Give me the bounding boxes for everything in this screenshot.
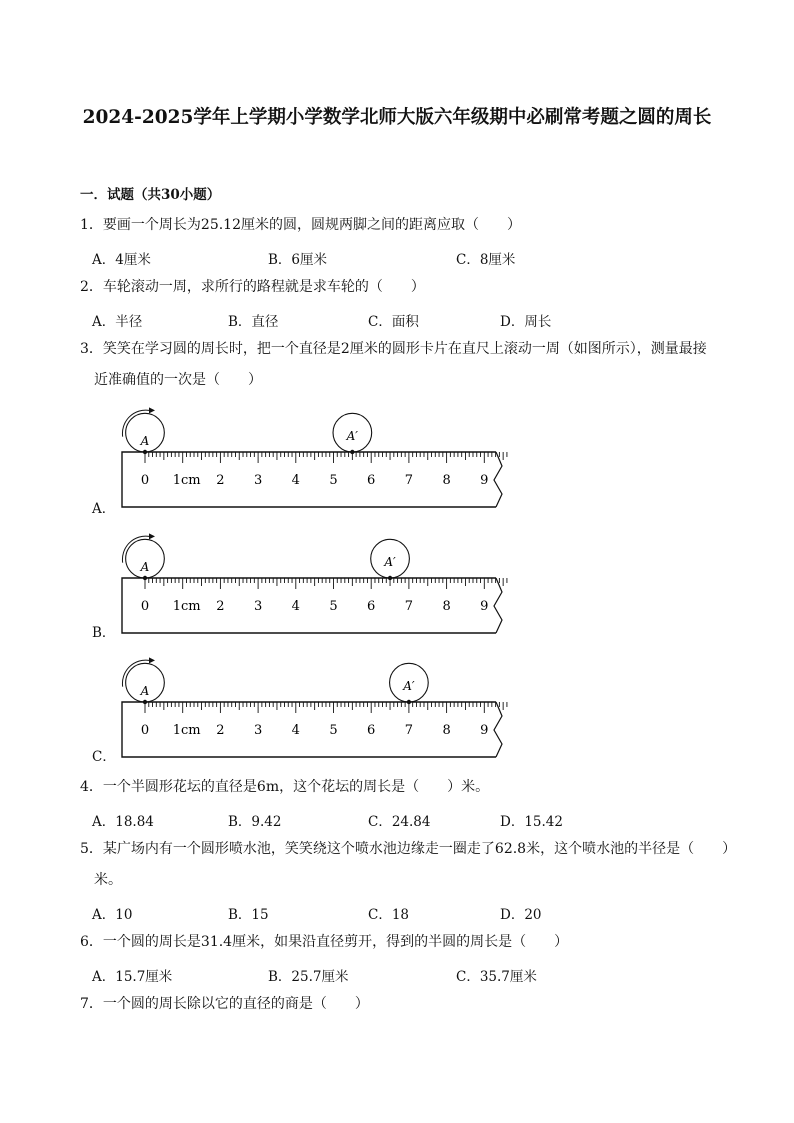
end-point-dot xyxy=(350,450,354,454)
ruler-tick-label: 7 xyxy=(404,723,414,738)
ruler-tick-label: 4 xyxy=(291,723,300,738)
question-1: 1．要画一个周长为25.12厘米的圆，圆规两脚之间的距离应取（ ） xyxy=(80,217,521,233)
ruler-tick-label: 3 xyxy=(253,723,263,738)
ruler-broken-edge xyxy=(494,702,502,757)
q2-option-d: D．周长 xyxy=(500,314,552,330)
question-4: 4．一个半圆形花坛的直径是6m，这个花坛的周长是（ ）米。 xyxy=(80,779,490,795)
ruler-tick-label: 6 xyxy=(367,599,376,614)
q5-option-a: A．10 xyxy=(92,907,133,923)
ruler-tick-label: 7 xyxy=(404,473,414,488)
question-7: 7．一个圆的周长除以它的直径的商是（ ） xyxy=(80,996,369,1012)
q3-option-b: B． xyxy=(92,625,116,641)
q3-option-c: C． xyxy=(92,749,116,765)
q2-option-a: A．半径 xyxy=(92,314,143,330)
ruler-figure-a xyxy=(92,404,512,514)
q4-option-b: B．9.42 xyxy=(228,814,282,830)
ruler-tick-label: 2 xyxy=(216,723,225,738)
q5-option-b: B．15 xyxy=(228,907,269,923)
start-point-dot xyxy=(143,450,147,454)
q4-option-d: D．15.42 xyxy=(500,814,563,830)
section-heading: 一．试题（共30小题） xyxy=(80,187,221,203)
q5-option-c: C．18 xyxy=(368,907,410,923)
ruler-tick-label: 0 xyxy=(140,473,150,488)
start-point-label: A xyxy=(140,560,150,574)
question-3-line1: 3．笑笑在学习圆的周长时，把一个直径是2厘米的圆形卡片在直尺上滚动一周（如图所示），测量最接 xyxy=(80,341,707,357)
question-5-line1: 5．某广场内有一个圆形喷水池，笑笑绕这个喷水池边缘走一圈走了62.8米，这个喷水池的半径是（ ） xyxy=(80,841,737,857)
ruler-figure-b xyxy=(92,530,512,640)
page-title: 2024-2025学年上学期小学数学北师大版六年级期中必刷常考题之圆的周长 xyxy=(82,107,712,128)
ruler-tick-label: 2 xyxy=(216,473,225,488)
ruler-tick-label: 8 xyxy=(442,599,451,614)
rotation-arrowhead xyxy=(149,407,155,413)
end-point-label: A′ xyxy=(403,679,415,693)
ruler-tick-label: 4 xyxy=(291,599,300,614)
q6-option-c: C．35.7厘米 xyxy=(456,969,537,985)
start-point-dot xyxy=(143,700,147,704)
question-2: 2．车轮滚动一周，求所行的路程就是求车轮的（ ） xyxy=(80,279,425,295)
ruler-tick-label: 6 xyxy=(367,473,376,488)
ruler-tick-label: 5 xyxy=(329,473,338,488)
ruler-tick-label: 2 xyxy=(216,599,225,614)
q5-option-d: D．20 xyxy=(500,907,542,923)
q6-option-a: A．15.7厘米 xyxy=(92,969,173,985)
ruler-tick-label: 5 xyxy=(329,723,338,738)
ruler-tick-label: 3 xyxy=(253,473,263,488)
ruler-tick-label: 9 xyxy=(480,473,489,488)
question-3-line2: 近准确值的一次是（ ） xyxy=(94,372,262,388)
q1-option-c: C．8厘米 xyxy=(456,252,516,268)
start-point-dot xyxy=(143,576,147,580)
ruler-tick-label: 9 xyxy=(480,723,489,738)
ruler-tick-label: 1cm xyxy=(172,599,201,614)
end-point-dot xyxy=(407,700,411,704)
rotation-arrow xyxy=(122,410,149,437)
q2-option-b: B．直径 xyxy=(228,314,279,330)
end-point-label: A′ xyxy=(384,555,396,569)
q4-option-a: A．18.84 xyxy=(92,814,154,830)
start-point-label: A xyxy=(140,684,150,698)
start-point-label: A xyxy=(140,434,150,448)
ruler-tick-label: 0 xyxy=(140,723,150,738)
ruler-tick-label: 1cm xyxy=(172,473,201,488)
ruler-broken-edge xyxy=(494,452,502,507)
ruler-tick-label: 8 xyxy=(442,473,451,488)
ruler-figure-c xyxy=(92,654,512,764)
ruler-tick-label: 9 xyxy=(480,599,489,614)
q1-option-a: A．4厘米 xyxy=(92,252,151,268)
ruler-tick-label: 7 xyxy=(404,599,414,614)
question-6: 6．一个圆的周长是31.4厘米，如果沿直径剪开，得到的半圆的周长是（ ） xyxy=(80,934,569,950)
end-point-label: A′ xyxy=(346,429,359,443)
ruler-tick-label: 0 xyxy=(140,599,150,614)
q4-option-c: C．24.84 xyxy=(368,814,431,830)
question-5-line2: 米。 xyxy=(94,872,122,888)
ruler-tick-label: 6 xyxy=(367,723,376,738)
q1-option-b: B．6厘米 xyxy=(268,252,328,268)
q3-option-a: A． xyxy=(92,501,116,517)
ruler-tick-label: 5 xyxy=(329,599,338,614)
rotation-arrowhead xyxy=(149,533,155,539)
rotation-arrowhead xyxy=(149,657,155,663)
ruler-tick-label: 3 xyxy=(253,599,263,614)
q2-option-c: C．面积 xyxy=(368,314,419,330)
ruler-broken-edge xyxy=(494,578,502,633)
q6-option-b: B．25.7厘米 xyxy=(268,969,349,985)
ruler-tick-label: 4 xyxy=(291,473,300,488)
end-point-dot xyxy=(388,576,392,580)
ruler-tick-label: 8 xyxy=(442,723,451,738)
rotation-arrow xyxy=(122,660,149,687)
rotation-arrow xyxy=(122,536,149,563)
ruler-tick-label: 1cm xyxy=(172,723,201,738)
